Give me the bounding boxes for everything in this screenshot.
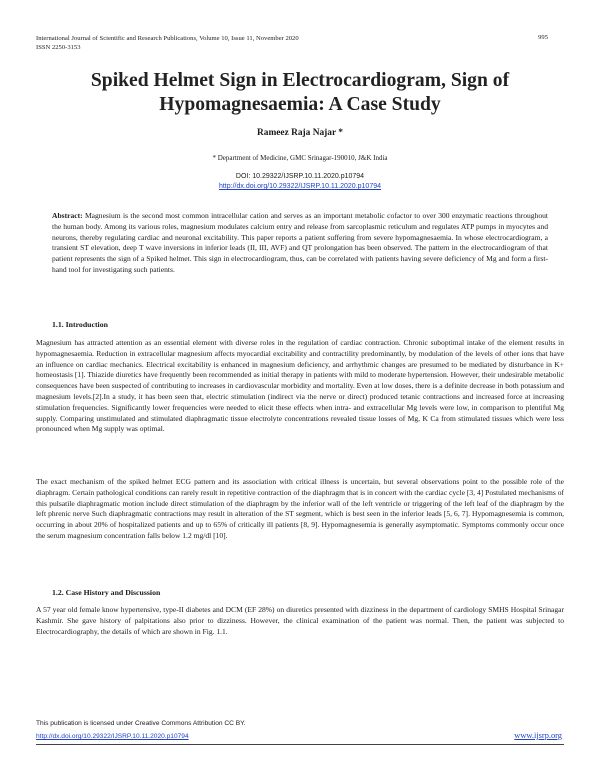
doi-block	[0, 172, 600, 192]
author-affiliation: * Department of Medicine, GMC Srinagar-190010, J&K India	[212, 154, 388, 162]
doi-link[interactable]: http://dx.doi.org/10.29322/IJSRP.10.11.2020.p10794	[218, 183, 382, 190]
title-line-1: Spiked Helmet Sign in Electrocardiogram, Sign of	[90, 70, 510, 91]
case-heading: 1.2. Case History and Discussion	[52, 588, 161, 597]
journal-citation: International Journal of Scientific and Research Publications, Volume 10, Issue 11, November 2020	[36, 35, 299, 42]
footer-rule	[36, 744, 564, 745]
running-header	[36, 34, 299, 52]
intro-paragraph-2: The exact mechanism of the spiked helmet ECG pattern and its association with critical illness is uncertain, but several observations point to the possible role of the diaphragm. Certain pathological conditions can rarely result in repetitive contraction of the diaphragm that is in concert with the cardiac cycle [3, 4] Postulated mechanisms of this pulsatile diaphragmatic motion include direct stimulation of the diaphragm by the inferior wall of the left ventricle or triggering of the left leaf of the diaphragm by the left phrenic nerve Such diaphragmatic contractions may result in alteration of the ST segment, which is best seen in the inferior leads [5, 6, 7]. Hypomagnesemia is common, occurring in about 20% of hospitalized patients and up to 65% of critically ill patients [8, 9]. Hypomagnesemia is generally asymptomatic. Symptoms commonly occur once the serum magnesium concentration falls below 1.2 mg/dl [10].	[36, 477, 564, 540]
case-paragraph-1: A 57 year old female know hypertensive, type-II diabetes and DCM (EF 28%) on diuretics presented with dizziness in the department of cardiology SMHS Hospital Srinagar Kashmir. She gave history of palpitations also prior to dizziness. However, the clinical examination of the patient was normal. Then, the patient was subjected to Electrocardiography, the details of which are shown in Fig. 1.1.	[36, 605, 564, 636]
author-name: Rameez Raja Najar *	[257, 128, 343, 138]
page-number: 995	[538, 34, 548, 41]
paper-title	[40, 69, 560, 117]
intro-heading: 1.1. Introduction	[52, 320, 108, 329]
footer-doi-link[interactable]: http://dx.doi.org/10.29322/IJSRP.10.11.2020.p10794	[36, 733, 189, 740]
intro-paragraph-1: Magnesium has attracted attention as an essential element with diverse roles in the regulation of cardiac contraction. Chronic suboptimal intake of the element results in hypomagnesaemia. Reduction in extracellular magnesium affects myocardial excitability and contractility predominantly, by modulation of the levels of other ions that have an influence on cardiac mechanics. Electrical excitability is enhanced in magnesium deficiency, and arrhythmic changes are presumed to be mediated by disturbance in K+ homeostasis [1]. Thiazide diuretics have frequently been recommended as initial therapy in patients with mild to moderate hypertension. However, their undesirable metabolic consequences have been suspected of contributing to increases in cardiovascular morbidity and mortality. Even at low doses, there is a definite decrease in both potassium and magnesium levels.[2].In a study, it has been seen that, electric stimulation (indirect via the nerve or direct) produced tetanic contractions and increased force at increasing stimulation frequencies. Significantly lower frequencies were needed to elicit these effects when intra- and extracellular Mg levels were low, in comparison to plentiful Mg supply. Comparing unstimulated and stimulated diaphragmatic tissue electrolyte concentrations revealed tissue losses of Mg, K Ca from stimulated tissues which were less pronounced when Mg supply was optimal.	[36, 338, 564, 434]
issn: ISSN 2250-3153	[36, 44, 81, 51]
abstract	[52, 211, 548, 276]
abstract-text: Magnesium is the second most common intracellular cation and serves as an important metabolic cofactor to over 300 enzymatic reactions throughout the human body. Among its various roles, magnesium modulates calcium entry and release from sarcoplasmic reticulum and regulates ATP pumps in myocytes and neurons, thereby regulating cardiac and neuronal excitability. This paper reports a patient suffering from severe hypomagnesaemia. In whose electrocardiogram, a transient ST elevation, deep T wave inversions in inferior leads (II, III, AVF) and QT prolongation has been observed. The pattern in the electrocardiogram of that patient represents the sign of a Spiked helmet. This sign in electrocardiogram, thus, can be correlated with patients having severe deficiency of Mg and form a first-hand tool for investigating such patients.	[52, 211, 548, 274]
title-line-2: Hypomagnesaemia: A Case Study	[159, 94, 441, 115]
journal-website-link[interactable]: www.ijsrp.org	[514, 731, 562, 740]
license-notice: This publication is licensed under Creative Commons Attribution CC BY.	[36, 720, 246, 727]
doi-text: DOI: 10.29322/IJSRP.10.11.2020.p10794	[235, 173, 365, 180]
abstract-label: Abstract:	[52, 211, 83, 220]
